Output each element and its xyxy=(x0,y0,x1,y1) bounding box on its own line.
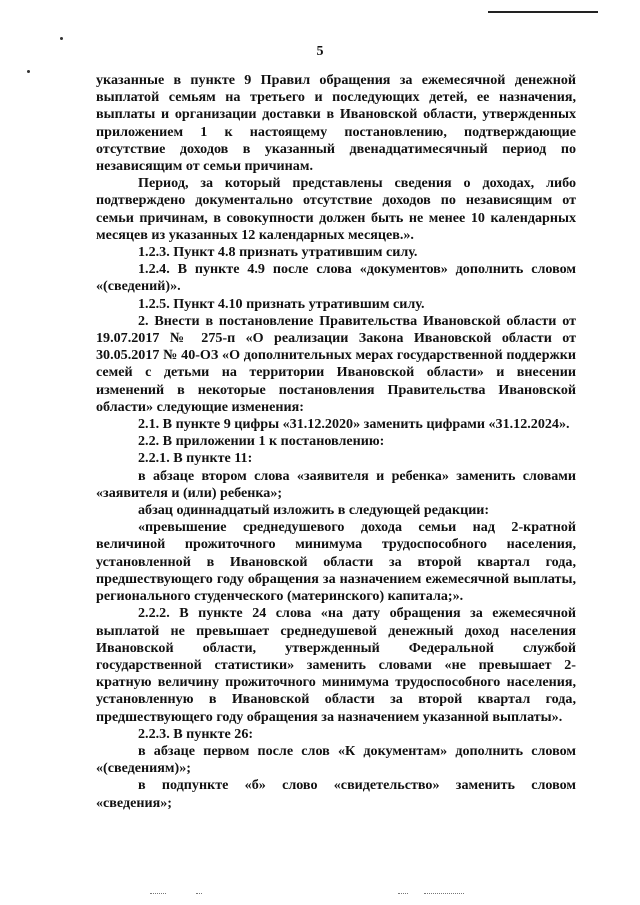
paragraph-2-1: 2.1. В пункте 9 цифры «31.12.2020» заменить цифрами «31.12.2024». xyxy=(138,416,570,433)
paragraph-2-2-1: 2.2.1. В пункте 11: xyxy=(138,450,253,467)
scan-mark xyxy=(398,893,408,894)
paragraph-2-2: 2.2. В приложении 1 к постановлению: xyxy=(138,433,385,450)
scan-mark xyxy=(150,893,166,894)
scan-mark xyxy=(424,893,464,894)
paragraph-2-2-3: 2.2.3. В пункте 26: xyxy=(138,725,254,742)
paragraph-1-2-5: 1.2.5. Пункт 4.10 признать утратившим силу. xyxy=(138,295,425,312)
document-body xyxy=(96,72,576,812)
bottom-scan-marks xyxy=(0,893,640,899)
paragraph-abzac-pervyy: в абзаце первом после слов «К документам» дополнить словом «(сведениям)»; xyxy=(96,742,576,777)
paragraph-new-wording: «превышение среднедушевого дохода семьи над 2-кратной величиной прожиточного минимума трудоспособного населения, установленной в Ивановской области за второй квартал года, предшествующего году обращения за назначением ежемесячной выплаты, регионального студенческого (материнского) капитала;». xyxy=(96,519,576,605)
scan-speck xyxy=(27,70,30,73)
scan-speck xyxy=(60,37,63,40)
paragraph-2: 2. Внести в постановление Правительства Ивановской области от 19.07.2017 № 275-п «О реализации Закона Ивановской области от 30.05.2017 № 40-ОЗ «О дополнительных мерах государственной поддержки семей с детьми на территории Ивановской области» и внесении изменений в некоторые постановления Правительства Ивановской области» следующие изменения: xyxy=(96,312,576,415)
paragraph-continuation: указанные в пункте 9 Правил обращения за ежемесячной денежной выплатой семьям на третьего и последующих детей, ее назначения, выплаты и организации доставки в Ивановской области, утвержденных приложением 1 к настоящему постановлению, подтверждающие отсутствие доходов в указанный двенадцатимесячный период по независящим от семьи причинам. xyxy=(96,72,576,175)
paragraph-period: Период, за который представлены сведения о доходах, либо подтверждено документально отсутствие доходов по независящим от семьи причинам, в совокупности должен быть не менее 10 календарных месяцев из указанных 12 календарных месяцев.». xyxy=(96,175,576,243)
page-number: 5 xyxy=(316,44,324,59)
paragraph-1-2-3: 1.2.3. Пункт 4.8 признать утратившим силу. xyxy=(138,244,418,261)
paragraph-1-2-4: 1.2.4. В пункте 4.9 после слова «документов» дополнить словом «(сведений)». xyxy=(96,261,576,295)
top-rule-line xyxy=(488,11,598,13)
paragraph-2-2-2: 2.2.2. В пункте 24 слова «на дату обращения за ежемесячной выплатой не превышает среднедушевой денежный доход населения Ивановской области, утвержденный Федеральной службой государственной статистики» заменить словами «не превышает 2-кратную величину прожиточного минимума трудоспособного населения, установленную в Ивановской области за второй квартал года, предшествующего году обращения за назначением указанной выплаты». xyxy=(96,605,576,725)
paragraph-abzac-odinnadcatyy: абзац одиннадцатый изложить в следующей редакции: xyxy=(138,502,490,519)
paragraph-podpunkt-b: в подпункте «б» слово «свидетельство» заменить словом «сведения»; xyxy=(96,777,576,811)
scan-mark xyxy=(196,893,202,894)
paragraph-abzac-vtoroy: в абзаце втором слова «заявителя и ребенка» заменить словами «заявителя и (или) ребенка»; xyxy=(96,467,576,501)
